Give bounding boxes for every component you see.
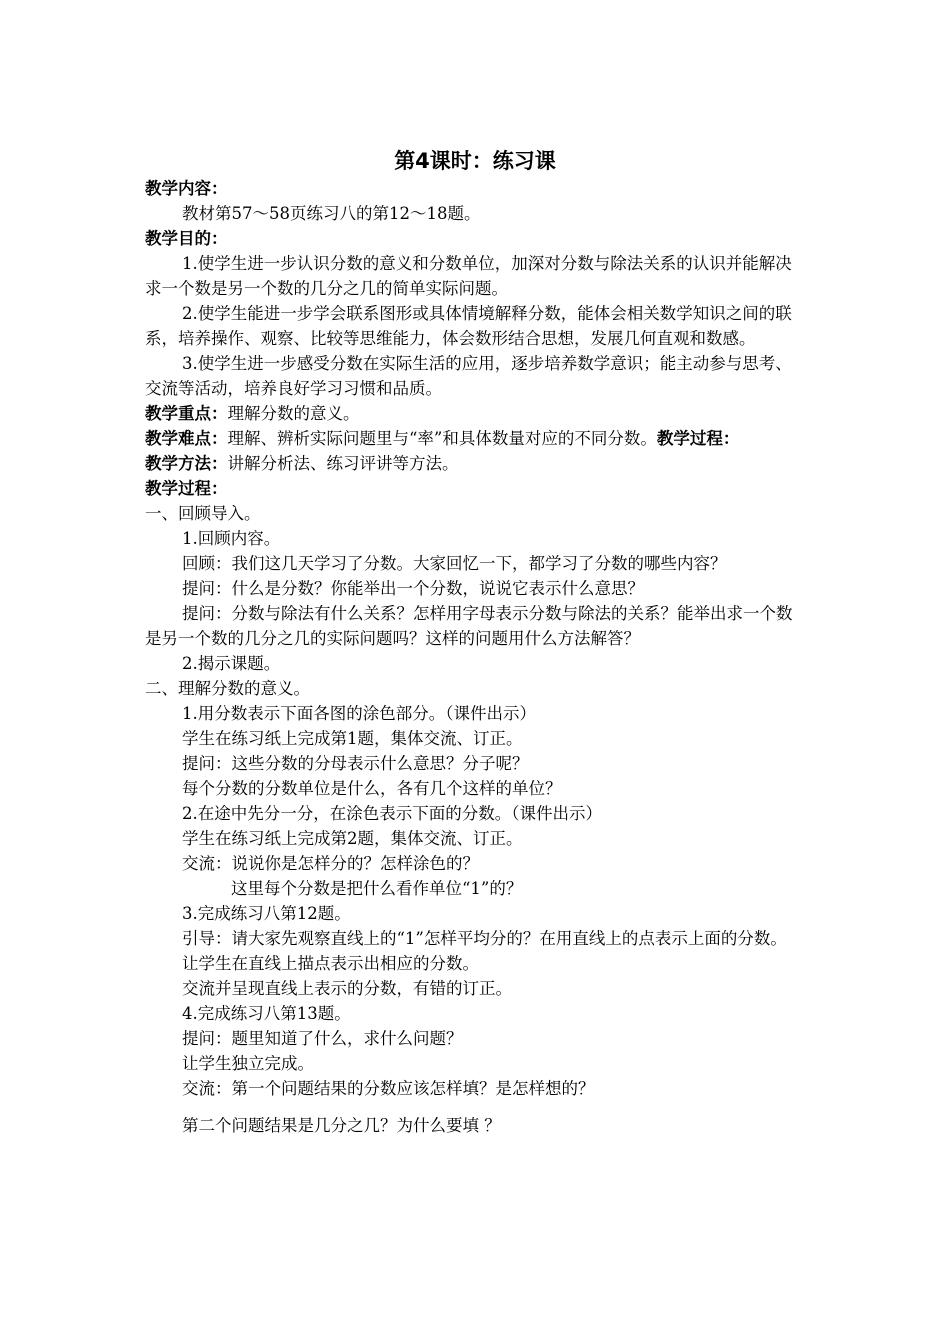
section2-line: 引导：请大家先观察直线上的“1”怎样平均分的？在用直线上的点表示上面的分数。 xyxy=(182,929,787,948)
section1-heading: 一、回顾导入。 xyxy=(145,504,261,523)
document-body xyxy=(145,176,807,1138)
section2-heading: 二、理解分数的意义。 xyxy=(145,679,310,698)
section2-line: 提问：题里知道了什么，求什么问题？ xyxy=(182,1029,463,1048)
section2-line: 1.用分数表示下面各图的涂色部分。（课件出示） xyxy=(182,704,536,723)
section2-line: 让学生独立完成。 xyxy=(182,1054,314,1073)
section1-line: 提问：什么是分数？你能举出一个分数，说说它表示什么意思？ xyxy=(182,579,644,598)
focus-line xyxy=(145,401,807,426)
focus-label: 教学重点： xyxy=(145,404,228,423)
section1-line: 1.回顾内容。 xyxy=(182,529,281,548)
section2-line: 交流：第一个问题结果的分数应该怎样填？是怎样想的？ xyxy=(182,1079,595,1098)
section1-line: 提问：分数与除法有什么关系？怎样用字母表示分数与除法的关系？能举出求一个数是另一个数的几分之几的实际问题吗？这样的问题用什么方法解答？ xyxy=(145,604,793,648)
section2-line: 4.完成练习八第13题。 xyxy=(182,1004,351,1023)
page-title: 第4课时：练习课 xyxy=(394,149,556,173)
section1-line: 2.揭示课题。 xyxy=(182,654,281,673)
section2-line: 学生在练习纸上完成第1题，集体交流、订正。 xyxy=(182,729,523,748)
goal-item: 3.使学生进一步感受分数在实际生活的应用，逐步培养数学意识；能主动参与思考、交流等活动，培养良好学习习惯和品质。 xyxy=(145,354,792,398)
goals-label: 教学目的： xyxy=(145,229,228,248)
goal-item: 2.使学生能进一步学会联系图形或具体情境解释分数，能体会相关数学知识之间的联系，培养操作、观察、比较等思维能力，体会数形结合思想，发展几何直观和数感。 xyxy=(145,304,792,348)
section2-line: 提问：这些分数的分母表示什么意思？分子呢？ xyxy=(182,754,529,773)
section1-line: 回顾：我们这几天学习了分数。大家回忆一下，都学习了分数的哪些内容？ xyxy=(182,554,727,573)
difficulty-trailing: 教学过程： xyxy=(656,429,740,448)
difficulty-line xyxy=(145,426,807,451)
section2-deep-line: 这里每个分数是把什么看作单位“1”的？ xyxy=(231,879,523,898)
focus-text: 理解分数的意义。 xyxy=(227,404,360,423)
process-label: 教学过程： xyxy=(145,479,228,498)
section2-line: 让学生在直线上描点表示出相应的分数。 xyxy=(182,954,479,973)
difficulty-label: 教学难点： xyxy=(145,429,228,448)
method-label: 教学方法： xyxy=(145,454,228,473)
section2-line: 每个分数的分数单位是什么，各有几个这样的单位？ xyxy=(182,779,562,798)
section2-line: 交流并呈现直线上表示的分数，有错的订正。 xyxy=(182,979,512,998)
difficulty-text: 理解、辨析实际问题里与“率”和具体数量对应的不同分数。 xyxy=(227,429,657,448)
method-line xyxy=(145,451,807,476)
method-text: 讲解分析法、练习评讲等方法。 xyxy=(227,454,459,473)
section2-last-line: 第二个问题结果是几分之几？为什么要填 ？ xyxy=(182,1116,501,1135)
section2-line: 交流：说说你是怎样分的？怎样涂色的？ xyxy=(182,854,479,873)
content-label: 教学内容： xyxy=(145,179,228,198)
goal-item: 1.使学生进一步认识分数的意义和分数单位，加深对分数与除法关系的认识并能解决求一个数是另一个数的几分之几的简单实际问题。 xyxy=(145,254,792,298)
section2-line: 2.在途中先分一分，在涂色表示下面的分数。（课件出示） xyxy=(182,804,602,823)
section2-line: 3.完成练习八第12题。 xyxy=(182,904,351,923)
content-text: 教材第57～58页练习八的第12～18题。 xyxy=(182,204,481,223)
section2-line: 学生在练习纸上完成第2题，集体交流、订正。 xyxy=(182,829,523,848)
